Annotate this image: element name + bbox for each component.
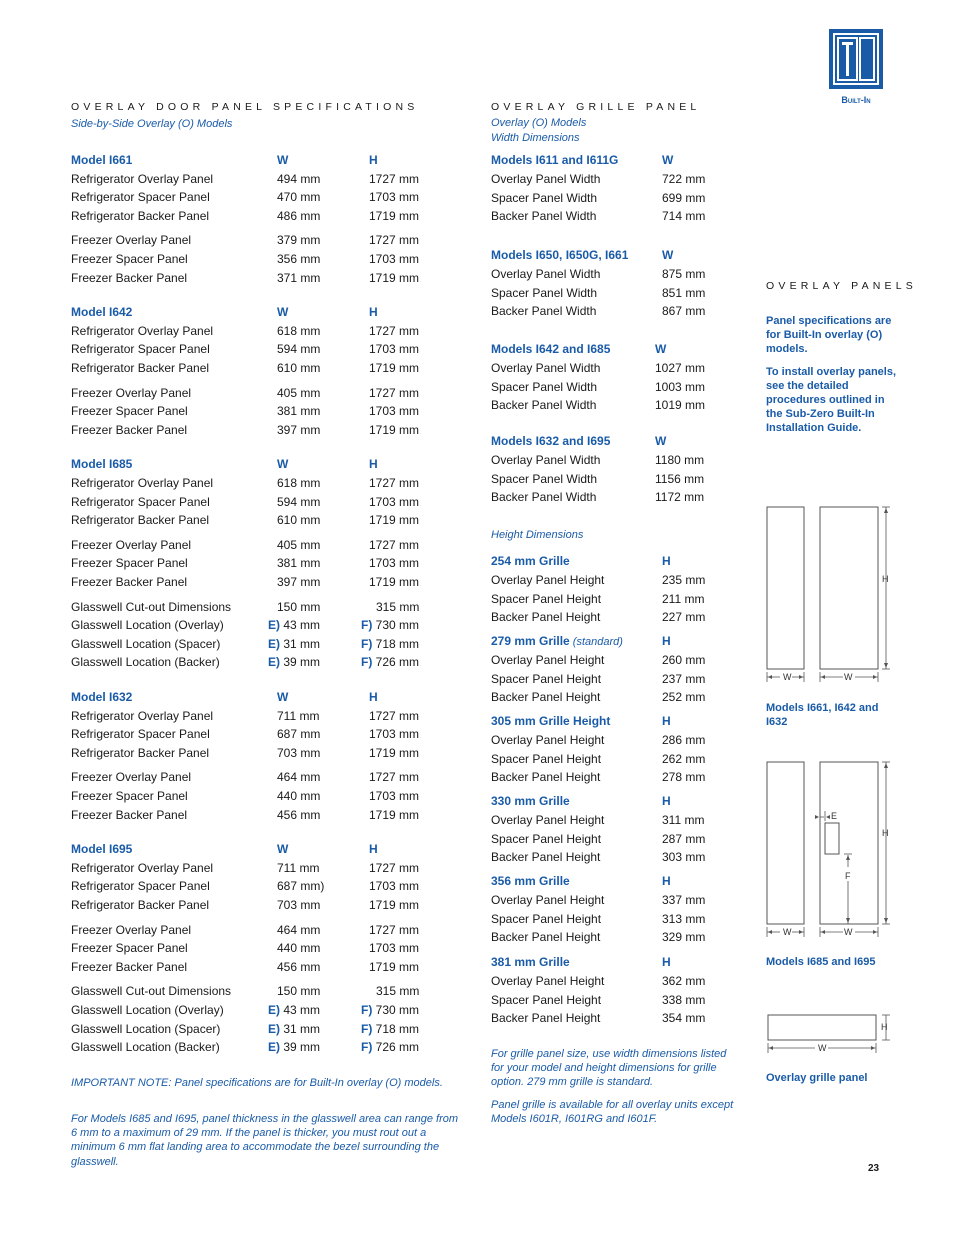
height-value: 1727 mm: [369, 171, 420, 186]
spec-label: Glasswell Location (Overlay): [71, 1003, 224, 1017]
brand-label: Built-In: [841, 95, 871, 105]
width-value: 494 mm: [277, 171, 321, 186]
spec-label: Freezer Overlay Panel: [71, 770, 192, 785]
height-column-header: H: [369, 153, 378, 167]
spec-label: Glasswell Location (Overlay): [71, 618, 224, 633]
height-value: 362 mm: [662, 974, 706, 989]
spec-label: Refrigerator Spacer Panel: [71, 727, 210, 742]
freezer-panel-outline: [767, 507, 804, 669]
height-column-header: H: [662, 714, 671, 728]
height-value: F) 730 mm: [361, 1003, 420, 1017]
spec-label: Glasswell Location (Spacer): [71, 636, 221, 651]
model-header: Model I695: [71, 842, 133, 857]
spec-label: Freezer Backer Panel: [71, 575, 188, 589]
width-value: 371 mm: [277, 270, 321, 285]
width-value: 618 mm: [277, 476, 321, 490]
grille-panel-outline: [768, 1015, 876, 1040]
width-value: 1019 mm: [655, 398, 706, 413]
height-value: 1719 mm: [369, 898, 420, 912]
height-value: 1703 mm: [369, 879, 420, 894]
fridge-panel-outline: [820, 762, 878, 924]
width-value: 594 mm: [277, 494, 321, 509]
spec-label: Spacer Panel Height: [491, 671, 602, 686]
grille-standard-note: (standard): [569, 636, 623, 648]
width-value: 379 mm: [277, 233, 321, 248]
spec-label: Spacer Panel Height: [491, 911, 602, 926]
diagram2-caption: Models I685 and I695: [766, 956, 876, 968]
width-group-header: Models I632 and I695: [491, 434, 611, 448]
height-value: 1727 mm: [369, 233, 420, 248]
height-value: 1727 mm: [369, 476, 420, 490]
height-dimensions-title: Height Dimensions: [491, 529, 584, 541]
spec-label: Freezer Spacer Panel: [71, 941, 188, 956]
spec-label: Refrigerator Spacer Panel: [71, 879, 210, 894]
spec-label: Overlay Panel Width: [491, 172, 601, 187]
spec-label: Refrigerator Overlay Panel: [71, 708, 214, 723]
width-column-header: W: [655, 434, 667, 448]
width-value: 703 mm: [277, 898, 321, 912]
spec-label: Glasswell Cut-out Dimensions: [71, 984, 232, 999]
width-value: 699 mm: [662, 190, 706, 205]
width-value: 594 mm: [277, 342, 321, 357]
height-column-header: H: [662, 634, 671, 648]
height-column-header: H: [662, 794, 671, 808]
width-value: 610 mm: [277, 513, 321, 528]
door-panel-subtitle: Side-by-Side Overlay (O) Models: [71, 118, 233, 130]
height-value: 1719 mm: [369, 959, 420, 974]
height-value: 313 mm: [662, 911, 706, 926]
width-value: 711 mm: [277, 860, 320, 875]
height-value: 311 mm: [662, 813, 705, 828]
spec-label: Refrigerator Backer Panel: [71, 745, 210, 760]
spec-label: Overlay Panel Width: [491, 361, 601, 376]
spec-label: Spacer Panel Width: [491, 379, 598, 394]
overlay-panels-title: OVERLAY PANELS: [766, 280, 918, 292]
spec-label: Freezer Spacer Panel: [71, 556, 188, 571]
height-column-header: H: [369, 690, 378, 704]
width-value: 703 mm: [277, 745, 321, 760]
spec-label: Overlay Panel Height: [491, 573, 605, 588]
width-value: E) 39 mm: [268, 655, 321, 670]
width-value: 687 mm: [277, 727, 321, 742]
height-value: 1703 mm: [369, 727, 420, 742]
height-value: 260 mm: [662, 653, 706, 668]
height-value: F) 718 mm: [361, 1021, 420, 1036]
spec-label: Backer Panel Height: [491, 610, 601, 625]
spec-label: Backer Panel Width: [491, 490, 597, 505]
grille-panel-diagram: [760, 1008, 900, 1058]
spec-label: Backer Panel Width: [491, 304, 597, 319]
spec-label: Spacer Panel Width: [491, 285, 598, 300]
spec-label: Spacer Panel Width: [491, 190, 598, 205]
height-value: 278 mm: [662, 770, 706, 785]
width-column-header: W: [655, 342, 667, 356]
width-value: 618 mm: [277, 323, 321, 338]
spec-label: Glasswell Location (Backer): [71, 1040, 220, 1055]
height-value: 1703 mm: [369, 494, 420, 509]
grille-availability-note: Panel grille is available for all overlay units except Models I601R, I601RG and I601F.: [491, 1099, 734, 1126]
height-value: F) 726 mm: [361, 655, 420, 670]
height-column-header: H: [662, 874, 671, 888]
width-value: E) 43 mm: [268, 618, 321, 633]
spec-label: Overlay Panel Height: [491, 653, 605, 668]
spec-label: Spacer Panel Height: [491, 591, 602, 606]
height-group-header: 279 mm Grille (standard): [491, 634, 623, 648]
grille-size-note: For grille panel size, use width dimensions listed for your model and height dimensions for grille option. 279 mm grille is standard.: [491, 1048, 727, 1089]
width-value: 867 mm: [662, 304, 706, 319]
width-value: E) 31 mm: [268, 636, 321, 651]
width-value: 150 mm: [277, 984, 321, 999]
height-value: 1703 mm: [369, 789, 420, 803]
spec-label: Overlay Panel Height: [491, 974, 605, 989]
spec-label: Freezer Backer Panel: [71, 807, 188, 822]
width-value: 440 mm: [277, 789, 321, 803]
width-value: E) 43 mm: [268, 1003, 321, 1017]
width-value: 456 mm: [277, 807, 321, 822]
width-value: 405 mm: [277, 385, 321, 400]
height-value: F) 726 mm: [361, 1040, 420, 1055]
panel-diagram-glasswell: [760, 755, 900, 945]
spec-label: Freezer Overlay Panel: [71, 537, 192, 552]
fridge-panel-outline: [820, 507, 878, 669]
model-header: Model I685: [71, 457, 133, 472]
width-value: 851 mm: [662, 285, 706, 300]
height-value: 262 mm: [662, 751, 706, 766]
spec-label: Refrigerator Backer Panel: [71, 513, 210, 528]
height-value: 1727 mm: [369, 922, 420, 937]
spec-label: Backer Panel Height: [491, 930, 601, 945]
spec-label: Glasswell Location (Backer): [71, 655, 220, 670]
spec-label: Glasswell Cut-out Dimensions: [71, 599, 232, 614]
spec-label: Freezer Overlay Panel: [71, 385, 192, 400]
spec-label: Refrigerator Spacer Panel: [71, 342, 210, 357]
width-value: 381 mm: [277, 404, 321, 419]
height-value: 303 mm: [662, 850, 706, 865]
height-value: 235 mm: [662, 573, 706, 588]
width-value: 711 mm: [277, 708, 320, 723]
width-value: E) 39 mm: [268, 1040, 321, 1055]
height-value: 1727 mm: [369, 385, 420, 400]
width-column-header: W: [662, 153, 674, 167]
diagram1-w1-label: W: [783, 672, 792, 682]
height-value: 315 mm: [376, 984, 420, 999]
height-value: 315 mm: [376, 599, 420, 614]
width-value: 470 mm: [277, 190, 321, 205]
diagram2-f-label: F: [845, 871, 851, 881]
width-value: E) 31 mm: [268, 1021, 321, 1036]
height-value: 227 mm: [662, 610, 706, 625]
width-column-header: W: [277, 305, 289, 320]
model-header: Model I642: [71, 305, 133, 320]
door-panel-title: OVERLAY DOOR PANEL SPECIFICATIONS: [71, 101, 419, 113]
spec-label: Refrigerator Spacer Panel: [71, 494, 210, 509]
height-value: 338 mm: [662, 992, 706, 1007]
spec-label: Freezer Spacer Panel: [71, 252, 188, 266]
width-value: 464 mm: [277, 922, 321, 937]
model-header: Model I661: [71, 153, 133, 167]
diagram2-w2-label: W: [844, 927, 853, 937]
spec-label: Spacer Panel Height: [491, 992, 602, 1007]
spec-label: Backer Panel Height: [491, 850, 601, 865]
spec-label: Freezer Spacer Panel: [71, 789, 188, 803]
spec-label: Freezer Overlay Panel: [71, 922, 192, 937]
height-value: 1703 mm: [369, 342, 420, 357]
width-value: 150 mm: [277, 599, 321, 614]
height-group-header: 330 mm Grille: [491, 794, 570, 808]
width-value: 356 mm: [277, 252, 321, 266]
built-in-logo-icon: [829, 29, 883, 89]
width-value: 397 mm: [277, 422, 321, 437]
width-value: 610 mm: [277, 361, 321, 375]
width-value: 397 mm: [277, 575, 321, 589]
width-column-header: W: [277, 842, 289, 857]
spec-label: Overlay Panel Width: [491, 267, 601, 282]
height-group-header: 356 mm Grille: [491, 874, 570, 888]
width-group-header: Models I611 and I611G: [491, 153, 619, 167]
width-value: 464 mm: [277, 770, 321, 785]
spec-label: Freezer Backer Panel: [71, 270, 188, 285]
spec-label: Backer Panel Height: [491, 770, 601, 785]
spec-label: Overlay Panel Width: [491, 453, 601, 468]
spec-label: Refrigerator Backer Panel: [71, 361, 210, 375]
width-value: 1180 mm: [655, 453, 705, 468]
glasswell-cutout: [825, 823, 839, 854]
height-value: 1719 mm: [369, 807, 420, 822]
spec-label: Backer Panel Width: [491, 398, 597, 413]
width-value: 722 mm: [662, 172, 706, 187]
height-value: 1703 mm: [369, 941, 420, 956]
spec-label: Spacer Panel Width: [491, 471, 598, 486]
spec-label: Overlay Panel Height: [491, 893, 605, 908]
diagram3-caption: Overlay grille panel: [766, 1072, 868, 1084]
spec-label: Refrigerator Backer Panel: [71, 208, 210, 223]
height-value: 287 mm: [662, 831, 706, 846]
diagram1-caption: Models I661, I642 and I632: [766, 702, 879, 728]
width-column-header: W: [277, 457, 289, 472]
spec-label: Overlay Panel Height: [491, 733, 605, 748]
height-value: 337 mm: [662, 893, 706, 908]
height-value: 1719 mm: [369, 361, 420, 375]
height-value: 1719 mm: [369, 208, 420, 223]
spec-label: Refrigerator Backer Panel: [71, 898, 210, 912]
height-value: 329 mm: [662, 930, 706, 945]
width-value: 405 mm: [277, 537, 321, 552]
height-value: 1727 mm: [369, 323, 420, 338]
important-note: IMPORTANT NOTE: Panel specifications are for Built-In overlay (O) models.: [71, 1077, 443, 1089]
diagram1-w2-label: W: [844, 672, 853, 682]
spec-label: Refrigerator Overlay Panel: [71, 323, 214, 338]
width-value: 714 mm: [662, 209, 706, 224]
width-group-header: Models I650, I650G, I661: [491, 248, 629, 262]
panel-spec-paragraph: Panel specifications are for Built-In overlay (O) models.: [766, 315, 892, 355]
panel-diagram-standard: [760, 500, 900, 690]
height-value: 252 mm: [662, 690, 706, 705]
spec-label: Refrigerator Overlay Panel: [71, 171, 214, 186]
height-value: 1719 mm: [369, 513, 420, 528]
height-value: 1703 mm: [369, 404, 420, 419]
height-group-header: 254 mm Grille: [491, 554, 570, 568]
width-value: 456 mm: [277, 959, 321, 974]
install-paragraph: To install overlay panels, see the detailed procedures outlined in the Sub-Zero Built-In Installation Guide.: [766, 366, 897, 434]
spec-label: Freezer Spacer Panel: [71, 404, 188, 419]
page-number: 23: [868, 1163, 880, 1174]
height-group-header: 381 mm Grille: [491, 955, 570, 969]
diagram3-h-label: H: [881, 1022, 888, 1032]
spec-label: Backer Panel Height: [491, 1011, 601, 1026]
width-value: 687 mm): [277, 879, 325, 894]
height-column-header: H: [369, 457, 378, 472]
height-column-header: H: [369, 842, 378, 857]
diagram2-w1-label: W: [783, 927, 792, 937]
spec-label: Refrigerator Overlay Panel: [71, 476, 214, 490]
width-group-header: Models I642 and I685: [491, 342, 611, 356]
grille-subtitle-models: Overlay (O) Models: [491, 117, 587, 129]
height-value: 1719 mm: [369, 270, 420, 285]
spec-label: Spacer Panel Height: [491, 831, 602, 846]
width-value: 440 mm: [277, 941, 321, 956]
spec-label: Refrigerator Spacer Panel: [71, 190, 210, 205]
height-value: 1719 mm: [369, 575, 420, 589]
width-value: 1003 mm: [655, 379, 706, 394]
height-value: 354 mm: [662, 1011, 706, 1026]
spec-label: Refrigerator Overlay Panel: [71, 860, 214, 875]
width-column-header: W: [277, 153, 289, 167]
height-value: 1719 mm: [369, 422, 420, 437]
spec-label: Spacer Panel Height: [491, 751, 602, 766]
height-group-header: 305 mm Grille Height: [491, 714, 611, 728]
height-value: 1703 mm: [369, 556, 420, 571]
height-value: 1727 mm: [369, 708, 420, 723]
width-value: 875 mm: [662, 267, 706, 282]
spec-label: Overlay Panel Height: [491, 813, 605, 828]
width-column-header: W: [277, 690, 289, 704]
height-column-header: H: [369, 305, 378, 320]
height-value: 211 mm: [662, 591, 705, 606]
height-column-header: H: [662, 955, 671, 969]
height-value: 286 mm: [662, 733, 706, 748]
width-value: 1172 mm: [655, 490, 705, 505]
freezer-panel-outline: [767, 762, 804, 924]
spec-label: Backer Panel Width: [491, 209, 597, 224]
diagram2-e-label: E: [831, 811, 838, 821]
model-header: Model I632: [71, 690, 133, 704]
height-value: 1727 mm: [369, 537, 420, 552]
height-value: 1727 mm: [369, 770, 420, 785]
height-column-header: H: [662, 554, 671, 568]
width-column-header: W: [662, 248, 674, 262]
height-value: F) 730 mm: [361, 618, 420, 633]
spec-label: Freezer Backer Panel: [71, 959, 188, 974]
width-value: 1027 mm: [655, 361, 706, 376]
width-value: 486 mm: [277, 208, 321, 223]
diagram3-w-label: W: [818, 1043, 827, 1053]
spec-label: Freezer Backer Panel: [71, 422, 188, 437]
grille-panel-title: OVERLAY GRILLE PANEL: [491, 101, 701, 113]
diagram1-h-label: H: [882, 574, 889, 584]
spec-label: Glasswell Location (Spacer): [71, 1021, 221, 1036]
height-value: 1719 mm: [369, 745, 420, 760]
grille-subtitle-width: Width Dimensions: [491, 132, 580, 144]
height-value: F) 718 mm: [361, 636, 420, 651]
height-value: 237 mm: [662, 671, 706, 686]
spec-label: Freezer Overlay Panel: [71, 233, 192, 248]
height-value: 1703 mm: [369, 252, 420, 266]
height-value: 1727 mm: [369, 860, 420, 875]
glasswell-note: For Models I685 and I695, panel thickness in the glasswell area can range from 6 mm to a maximum of 29 mm. If the panel is thicker, you must rout out a minimum 6 mm flat landing area to accommodate the bezel surrounding the glasswell.: [71, 1113, 459, 1168]
spec-label: Backer Panel Height: [491, 690, 601, 705]
width-value: 1156 mm: [655, 471, 705, 486]
diagram2-h-label: H: [882, 828, 889, 838]
height-value: 1703 mm: [369, 190, 420, 205]
width-value: 381 mm: [277, 556, 321, 571]
